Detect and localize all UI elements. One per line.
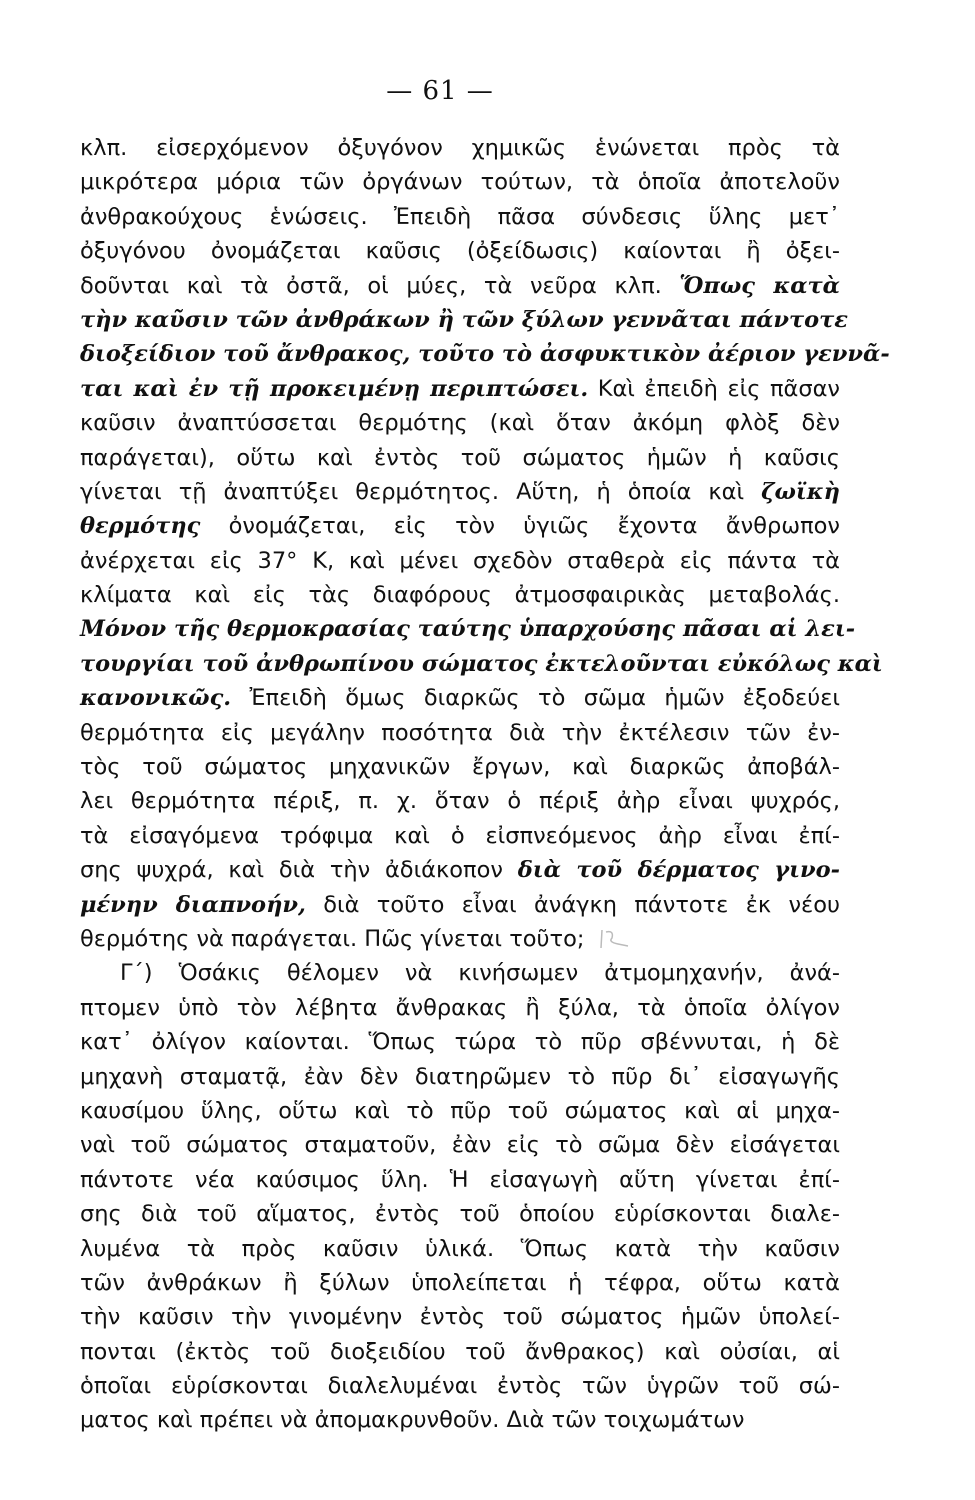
text-span: διὰ τοῦτο εἶναι ἀνάγκη πάντοτε ἐκ νέου — [305, 891, 840, 918]
emphasized-text: τουργίαι τοῦ ἀνθρωπίνου σώματος ἐκτελοῦνται εὐκόλως καὶ — [80, 650, 883, 677]
text-line — [80, 1369, 840, 1403]
text-span: μικρότερα μόρια τῶν ὀργάνων τούτων, τὰ ὁποῖα ἀποτελοῦν — [80, 169, 840, 196]
text-line — [80, 1094, 840, 1128]
text-line — [80, 1025, 840, 1059]
text-line — [80, 853, 840, 887]
text-line — [80, 612, 856, 646]
text-line — [80, 303, 848, 337]
text-span: καῦσιν ἀναπτύσσεται θερμότης (καὶ ὅταν ἀκόμη φλὸξ δὲν — [80, 410, 840, 437]
text-line — [80, 269, 840, 303]
emphasized-text: μένην διαπνοήν, — [80, 891, 306, 918]
text-line — [80, 956, 840, 990]
text-span: Καὶ ἐπειδὴ εἰς πᾶσαν — [588, 375, 840, 402]
text-line — [80, 991, 840, 1025]
text-span: ὁποῖαι εὑρίσκονται διαλελυμέναι ἐντὸς τῶν ὑγρῶν τοῦ σώ- — [80, 1373, 840, 1400]
text-line — [80, 1403, 840, 1437]
emphasized-text: ται καὶ ἐν τῇ προκειμένῃ περιπτώσει. — [80, 375, 589, 402]
text-span: θερμότητα εἰς μεγάλην ποσότητα διὰ τὴν ἐκτέλεσιν τῶν ἐν- — [80, 719, 840, 746]
text-line — [80, 1128, 840, 1162]
text-line — [80, 647, 883, 681]
text-span: μηχανὴ σταματᾷ, ἐὰν δὲν διατηρῶμεν τὸ πῦρ δι᾽ εἰσαγωγῆς — [80, 1063, 840, 1090]
emphasized-text: διοξείδιον τοῦ ἄνθρακος, τοῦτο τὸ ἀσφυκτικὸν ἀέριον γεννᾶ- — [80, 341, 890, 368]
text-line — [80, 784, 840, 818]
text-line — [80, 1335, 840, 1369]
text-line — [80, 1197, 840, 1231]
text-line — [80, 475, 840, 509]
text-span: τὰ εἰσαγόμενα τρόφιμα καὶ ὁ εἰσπνεόμενος ἀὴρ εἶναι ἐπί- — [80, 822, 840, 849]
text-span: ναὶ τοῦ σώματος σταματοῦν, ἐὰν εἰς τὸ σῶμα δὲν εἰσάγεται — [80, 1132, 840, 1159]
text-span: θερμότης νὰ παράγεται. Πῶς γίνεται τοῦτο; — [80, 925, 585, 952]
text-span: σης ψυχρά, καὶ διὰ τὴν ἀδιάκοπον — [80, 857, 518, 884]
text-span: τὴν καῦσιν τὴν γινομένην ἐντὸς τοῦ σώματος ἡμῶν ὑπολεί- — [80, 1304, 840, 1331]
text-line — [80, 406, 840, 440]
text-line — [80, 681, 840, 715]
text-line — [80, 888, 840, 922]
text-span: κλπ. εἰσερχόμενον ὀξυγόνον χημικῶς ἑνώνεται πρὸς τὰ — [80, 135, 840, 161]
text-span: ὀνομάζεται, εἰς τὸν ὑγιῶς ἔχοντα ἄνθρωπον — [200, 513, 840, 540]
emphasized-text: διὰ τοῦ δέρματος γινο- — [517, 857, 840, 884]
text-line — [80, 1163, 840, 1197]
text-span: πτομεν ὑπὸ τὸν λέβητα ἄνθρακας ἢ ξύλα, τὰ ὁποῖα ὀλίγον — [80, 994, 840, 1021]
text-line — [80, 509, 840, 543]
text-line — [80, 819, 840, 853]
text-span: δοῦνται καὶ τὰ ὀστᾶ, οἱ μύες, τὰ νεῦρα κλπ. — [80, 272, 680, 299]
body-text — [80, 131, 890, 1438]
text-line — [80, 922, 840, 956]
text-line — [80, 441, 840, 475]
emphasized-text: τὴν καῦσιν τῶν ἀνθράκων ἢ τῶν ξύλων γεννᾶται πάντοτε — [80, 306, 848, 333]
text-line — [80, 716, 840, 750]
text-line — [80, 337, 890, 371]
text-line — [80, 165, 840, 199]
text-span: ματος καὶ πρέπει νὰ ἀπομακρυνθοῦν. Διὰ τῶν τοιχωμάτων — [80, 1407, 745, 1434]
text-span: κατ᾽ ὀλίγον καίονται. Ὅπως τώρα τὸ πῦρ σβέννυται, ἡ δὲ — [80, 1029, 840, 1056]
text-span: πάντοτε νέα καύσιμος ὕλη. Ἡ εἰσαγωγὴ αὕτη γίνεται ἐπί- — [80, 1166, 840, 1193]
text-line — [80, 200, 840, 234]
text-line — [80, 578, 840, 612]
text-span: ἀνθρακούχους ἑνώσεις. Ἐπειδὴ πᾶσα σύνδεσις ὕλης μετ᾽ — [80, 203, 840, 230]
text-span: Γ΄) Ὁσάκις θέλομεν νὰ κινήσωμεν ἀτμομηχανήν, ἀνά- — [120, 960, 840, 987]
text-line — [80, 544, 840, 578]
text-span: ὀξυγόνου ὀνομάζεται καῦσις (ὀξείδωσις) καίονται ἢ ὀξει- — [80, 238, 840, 265]
text-line — [80, 1266, 840, 1300]
text-line — [80, 1060, 840, 1094]
emphasized-text: Ὅπως κατὰ — [679, 272, 840, 299]
emphasized-text: κανονικῶς. — [80, 685, 232, 712]
text-span: τὸς τοῦ σώματος μηχανικῶν ἔργων, καὶ διαρκῶς ἀποβάλ- — [80, 754, 840, 781]
text-span: λει θερμότητα πέριξ, π. χ. ὅταν ὁ πέριξ ἀὴρ εἶναι ψυχρός, — [80, 788, 840, 815]
text-line — [80, 750, 840, 784]
text-line — [80, 1300, 840, 1334]
emphasized-text: Μόνον τῆς θερμοκρασίας ταύτης ὑπαρχούσης πᾶσαι αἱ λει- — [80, 616, 856, 643]
text-span: πονται (ἐκτὸς τοῦ διοξειδίου τοῦ ἄνθρακος) καὶ οὐσίαι, αἱ — [80, 1338, 840, 1365]
text-span: ἀνέρχεται εἰς 37° Κ, καὶ μένει σχεδὸν σταθερὰ εἰς πάντα τὰ — [80, 547, 840, 574]
text-span: Ἐπειδὴ ὅμως διαρκῶς τὸ σῶμα ἡμῶν ἐξοδεύει — [231, 685, 840, 712]
text-line — [80, 1232, 840, 1266]
text-line — [80, 131, 840, 165]
text-span: κλίματα καὶ εἰς τὰς διαφόρους ἀτμοσφαιρικὰς μεταβολάς. — [80, 582, 840, 609]
emphasized-text: θερμότης — [80, 513, 201, 540]
text-line — [80, 234, 840, 268]
text-span: λυμένα τὰ πρὸς καῦσιν ὑλικά. Ὅπως κατὰ τὴν καῦσιν — [80, 1235, 840, 1262]
text-span: σης διὰ τοῦ αἵματος, ἐντὸς τοῦ ὁποίου εὑρίσκονται διαλε- — [80, 1201, 840, 1228]
text-span: παράγεται), οὕτω καὶ ἐντὸς τοῦ σώματος ἡμῶν ἡ καῦσις — [80, 444, 840, 471]
pencil-mark-icon — [598, 928, 632, 950]
page-number: — 61 — — [386, 76, 494, 106]
emphasized-text: ζωϊκὴ — [761, 478, 840, 505]
text-span: τῶν ἀνθράκων ἢ ξύλων ὑπολείπεται ἡ τέφρα, οὕτω κατὰ — [80, 1269, 840, 1296]
text-span: γίνεται τῇ ἀναπτύξει θερμότητος. Αὕτη, ἡ ὁποία καὶ — [80, 478, 762, 505]
text-line — [80, 372, 840, 406]
text-span: καυσίμου ὕλης, οὕτω καὶ τὸ πῦρ τοῦ σώματος καὶ αἱ μηχα- — [80, 1097, 840, 1124]
